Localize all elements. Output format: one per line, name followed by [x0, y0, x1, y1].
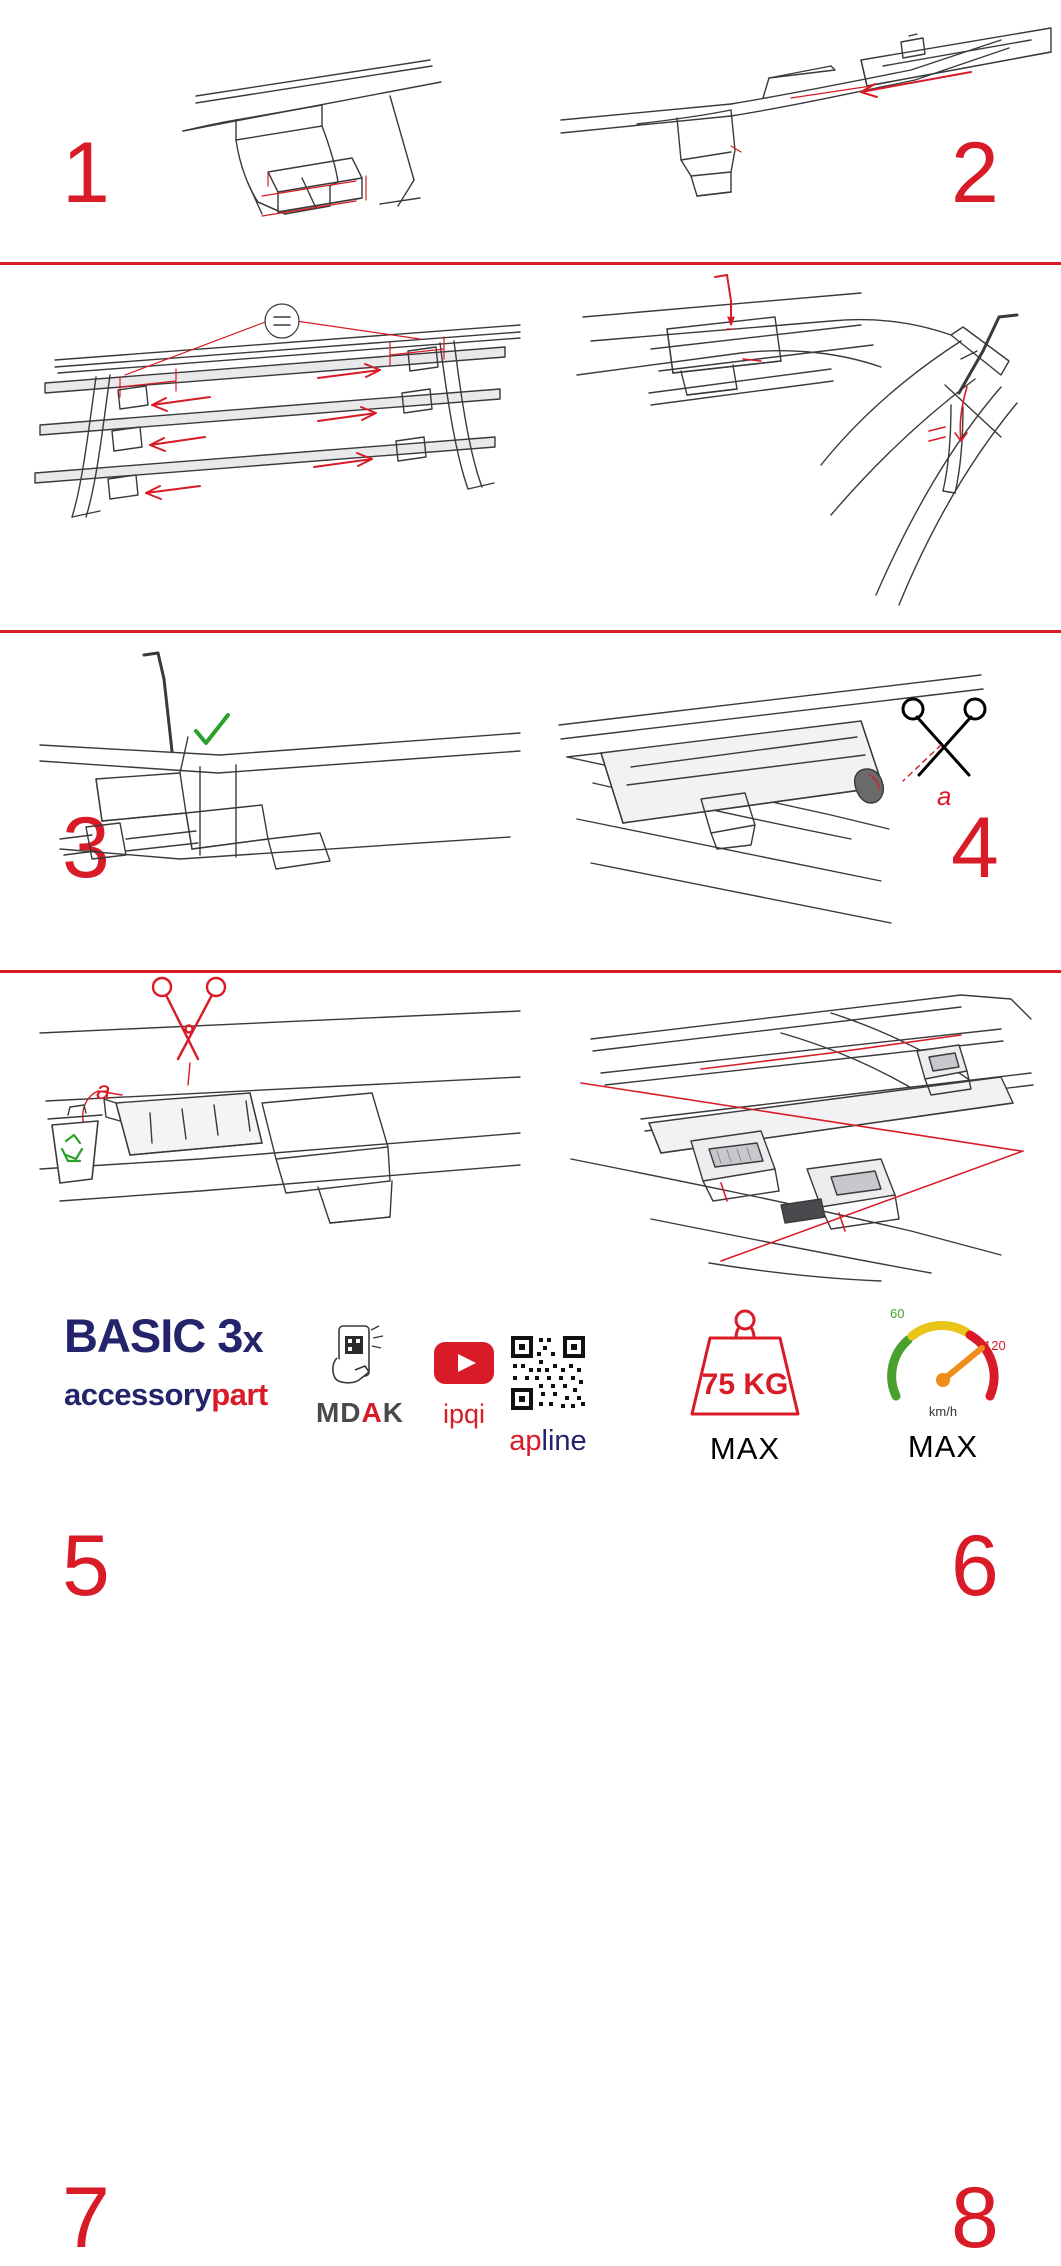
logo-apline — [478, 1334, 618, 1458]
phone-scan-icon — [323, 1324, 397, 1386]
product-name-text: BASIC 3 — [64, 1309, 243, 1362]
step-panel-3 — [0, 265, 530, 896]
svg-text:a: a — [96, 1075, 111, 1105]
max-speed-label: MAX — [907, 1429, 979, 1464]
step-number-3: 3 — [62, 800, 108, 896]
apline-right: line — [541, 1425, 587, 1457]
step-number-5: 5 — [62, 1518, 108, 1614]
step-8-illustration — [531, 973, 1061, 1282]
step-number-2: 2 — [951, 125, 997, 221]
product-name — [64, 1309, 324, 1362]
logo-mdak-text — [300, 1397, 420, 1429]
apline-left: ap — [509, 1425, 542, 1457]
step-6-illustration — [531, 633, 1061, 970]
step-panel-2 — [531, 0, 1061, 262]
step-panel-4 — [531, 265, 1061, 896]
logo-apline-text — [478, 1425, 618, 1458]
step-7-illustration — [0, 973, 530, 1282]
brand-name-part2: part — [211, 1377, 268, 1412]
logo-ipqi-text: ipqi — [442, 1399, 486, 1429]
product-brand-block — [64, 1309, 324, 1413]
step-3-illustration — [0, 265, 530, 630]
step-number-6: 6 — [951, 1518, 997, 1614]
step-panel-1 — [0, 0, 530, 262]
step-number-1: 1 — [62, 125, 108, 221]
speed-unit: km/h — [928, 1404, 958, 1419]
mdak-mid: A — [361, 1397, 383, 1428]
step-4-illustration — [531, 265, 1061, 630]
qr-code-icon — [509, 1334, 587, 1412]
brand-name-part1: accessory — [64, 1377, 212, 1412]
speedometer-icon — [858, 1300, 1028, 1418]
weight-icon — [660, 1304, 830, 1422]
product-name-suffix: x — [242, 1319, 263, 1361]
step-number-7: 7 — [62, 2170, 108, 2266]
step-number-8: 8 — [951, 2170, 997, 2266]
speed-tick-low: 60 — [890, 1306, 905, 1321]
svg-text:a: a — [937, 781, 952, 811]
step-5-illustration — [0, 633, 530, 970]
footer — [0, 1282, 1061, 1500]
max-load-label: MAX — [709, 1431, 781, 1466]
logo-mdak — [300, 1324, 420, 1429]
speed-tick-high: 120 — [984, 1338, 1006, 1353]
max-load-value: 75 KG — [701, 1368, 789, 1401]
brand-name — [64, 1377, 324, 1413]
max-load-block — [660, 1304, 830, 1467]
mdak-left: MD — [315, 1397, 362, 1428]
step-number-4: 4 — [951, 800, 997, 896]
mdak-right: K — [382, 1397, 404, 1428]
max-speed-block — [858, 1300, 1028, 1465]
